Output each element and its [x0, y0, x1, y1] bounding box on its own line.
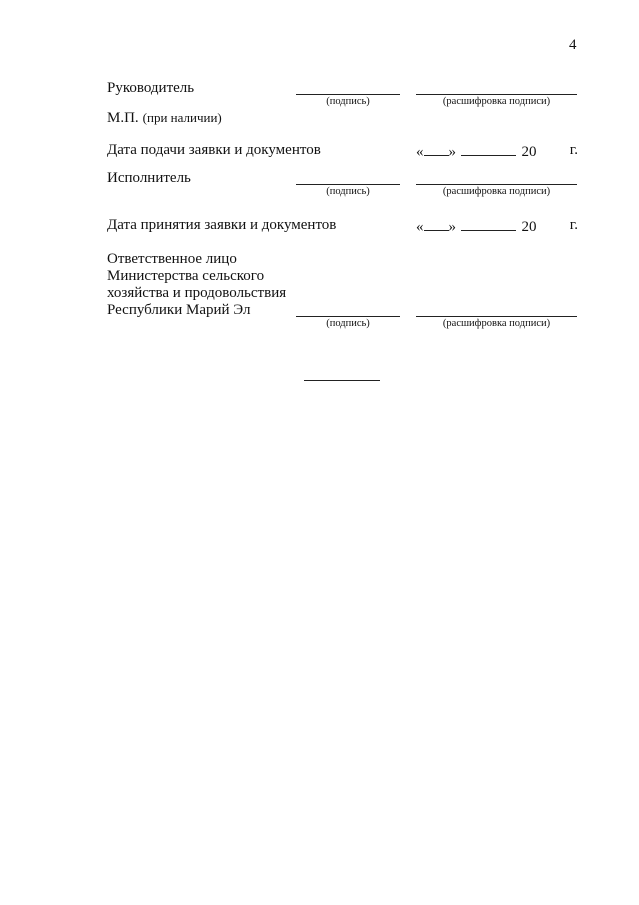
month-blank [461, 217, 516, 231]
responsible-line-1: Ответственное лицо [107, 251, 237, 267]
quote-open: « [416, 144, 424, 160]
day-blank [424, 217, 449, 231]
year-suffix: г. [569, 217, 578, 233]
responsible-decoding-caption: (расшифровка подписи) [442, 318, 551, 329]
responsible-line-2: Министерства сельского [107, 268, 265, 284]
head-label: Руководитель [107, 80, 195, 96]
head-signature-caption: (подпись) [326, 96, 370, 107]
quote-open: « [416, 219, 424, 235]
executor-decoding-line [416, 184, 577, 185]
executor-label: Исполнитель [107, 170, 191, 186]
quote-close: » [448, 219, 456, 235]
day-blank [424, 142, 449, 156]
stamp-row [107, 109, 222, 127]
responsible-line-4: Республики Марий Эл [107, 302, 251, 318]
executor-signature-caption: (подпись) [326, 186, 370, 197]
quote-close: » [448, 144, 456, 160]
responsible-decoding-line [416, 316, 577, 317]
head-signature-line [296, 94, 400, 95]
responsible-signature-line [296, 316, 400, 317]
head-decoding-caption: (расшифровка подписи) [442, 96, 551, 107]
head-decoding-line [416, 94, 577, 95]
month-blank [461, 142, 516, 156]
end-separator [304, 380, 380, 381]
executor-signature-line [296, 184, 400, 185]
stamp-note: (при наличии) [142, 110, 222, 125]
responsible-line-3: хозяйства и продовольствия [107, 285, 287, 301]
submission-date-label: Дата подачи заявки и документов [107, 142, 321, 158]
acceptance-date-field [416, 217, 578, 236]
stamp-label: М.П. [107, 110, 139, 126]
year-suffix: г. [569, 142, 578, 158]
page-number: 4 [569, 37, 577, 53]
responsible-signature-caption: (подпись) [326, 318, 370, 329]
executor-decoding-caption: (расшифровка подписи) [442, 186, 551, 197]
acceptance-date-label: Дата принятия заявки и документов [107, 217, 337, 233]
year-prefix: 20 [521, 144, 537, 160]
year-prefix: 20 [521, 219, 537, 235]
submission-date-field [416, 142, 578, 161]
